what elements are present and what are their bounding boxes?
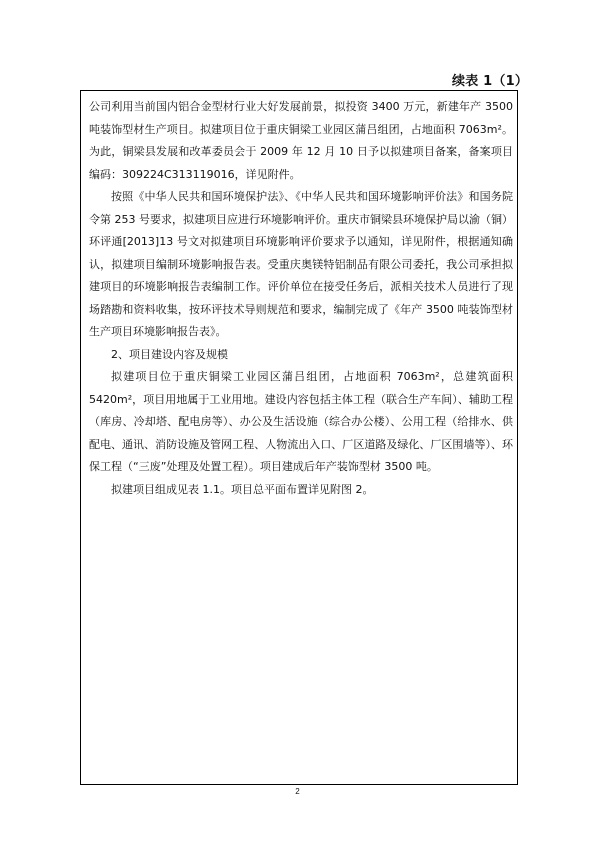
page-number: 2 (295, 787, 300, 796)
table-caption: 续表 1（1） (452, 74, 529, 89)
paragraph-project-background: 公司利用当前国内铝合金型材行业大好发展前景，拟投资 3400 万元，新建年产 3500 吨装饰型材生产项目。拟建项目位于重庆铜梁工业园区蒲吕组团，占地面积 7063m²。为此，铜梁县发展和改革委员会于 2009 年 12 月 10 日予以拟建项目备案，备案项目编码：309224C313119016，详见附件。 (89, 100, 513, 181)
paragraph-eia-basis: 按照《中华人民共和国环境保护法》、《中华人民共和国环境影响评价法》和国务院令第 253 号要求，拟建项目应进行环境影响评价。重庆市铜梁县环境保护局以渝（铜）环评通[2013]13 号文对拟建项目环境影响评价要求予以通知，详见附件，根据通知确认，拟建项目编制环境影响报告表。受重庆奥镁特铝制品有限公司委托，我公司承担拟建项目的环境影响报告表编制工作。评价单位在接受任务后，派相关技术人员进行了现场踏勘和资料收集，按环评技术导则规范和要求，编制完成了《年产 3500 吨装饰型材生产项目环境影响报告表》。 (89, 190, 513, 338)
section-heading-construction-scope: 2、项目建设内容及规模 (111, 347, 228, 361)
paragraph-construction-content: 拟建项目位于重庆铜梁工业园区蒲吕组团，占地面积 7063m²，总建筑面积 5420m²，项目用地属于工业用地。建设内容包括主体工程（联合生产车间）、辅助工程（库房、冷却塔、配电房等）、办公及生活设施（综合办公楼）、公用工程（给排水、供配电、通讯、消防设施及管网工程、人物流出入口、厂区道路及绿化、厂区围墙等）、环保工程（“三废”处理及处置工程）。项目建成后年产装饰型材 3500 吨。 (89, 370, 513, 473)
document-body (89, 96, 513, 501)
paragraph-project-composition: 拟建项目组成见表 1.1。项目总平面布置详见附图 2。 (111, 482, 374, 496)
